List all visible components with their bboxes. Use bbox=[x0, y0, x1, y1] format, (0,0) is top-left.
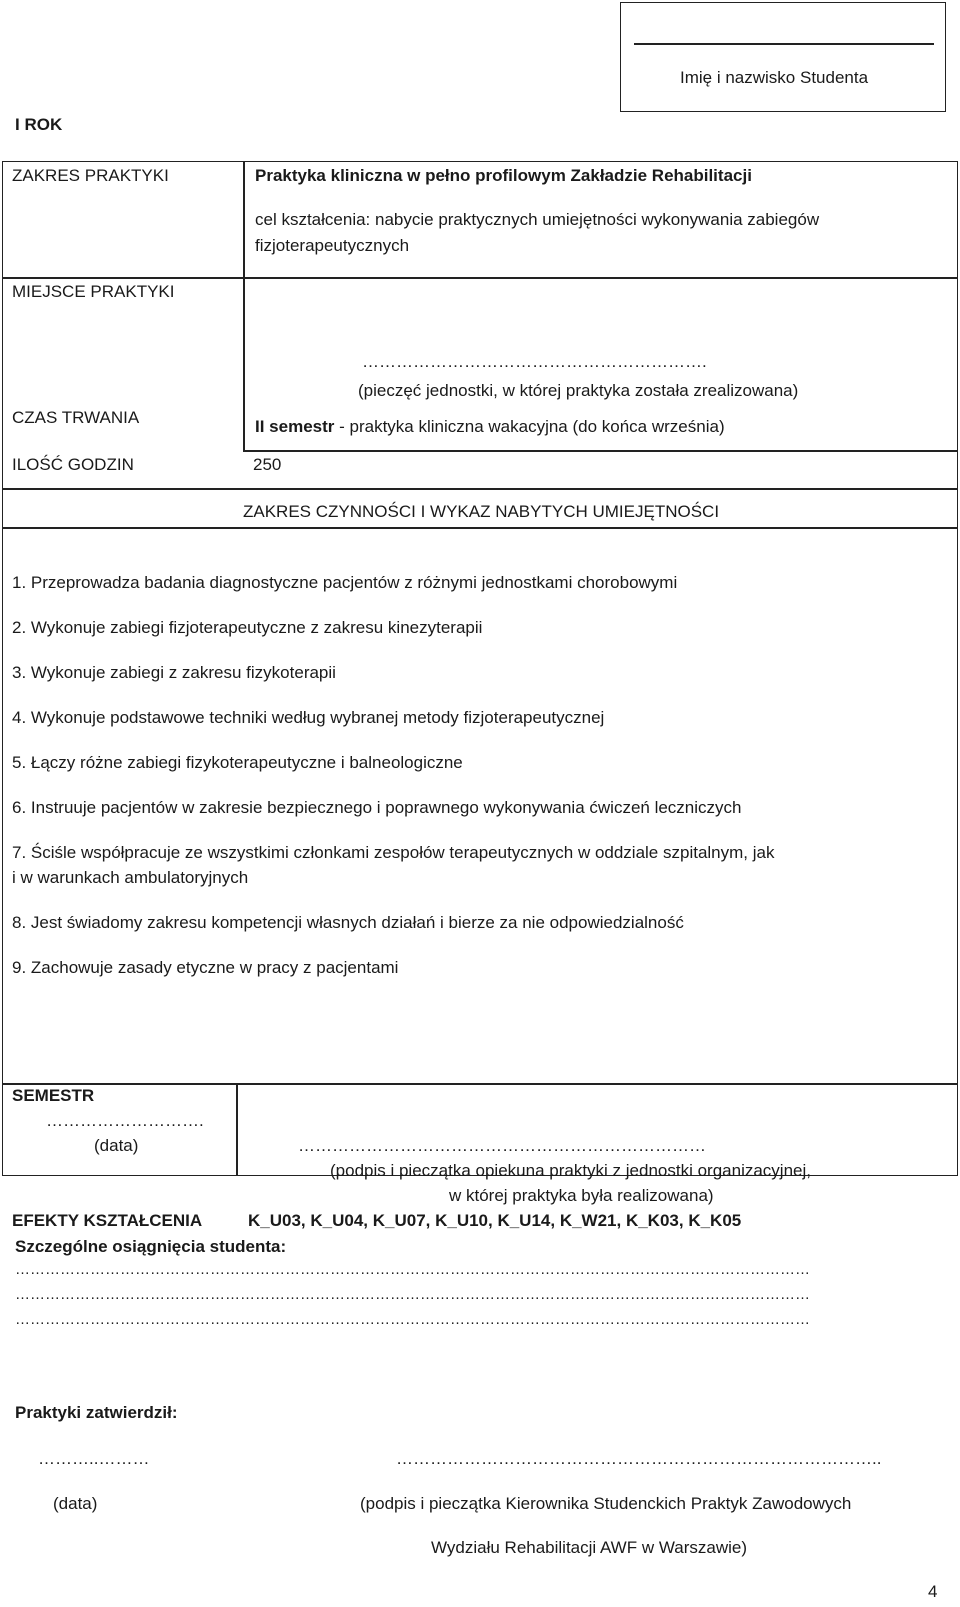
tutor-sign-caption-1: (podpis i pieczątka opiekuna praktyki z jednostki organizacyjnej, bbox=[330, 1161, 811, 1180]
tutor-sign-caption-2: w której praktyka była realizowana) bbox=[449, 1186, 714, 1205]
semestr-date-label: (data) bbox=[94, 1136, 139, 1155]
semester-table-top bbox=[2, 1083, 958, 1085]
approval-date-dots: ………..……… bbox=[38, 1449, 150, 1468]
semestr-dots: ………………………. bbox=[46, 1111, 204, 1130]
cel-line-1: cel kształcenia: nabycie praktycznych umiejętności wykonywania zabiegów bbox=[255, 210, 820, 229]
efekty-label: EFEKTY KSZTAŁCENIA bbox=[12, 1211, 203, 1230]
approval-date-caption: (data) bbox=[53, 1494, 98, 1513]
skills-header: ZAKRES CZYNNOŚCI I WYKAZ NABYTYCH UMIEJĘTNOŚCI bbox=[243, 502, 720, 521]
zakres-title: Praktyka kliniczna w pełno profilowym Zakładzie Rehabilitacji bbox=[255, 166, 752, 185]
cel-line-2: fizjoterapeutycznych bbox=[255, 236, 410, 255]
approval-label: Praktyki zatwierdził: bbox=[15, 1403, 178, 1422]
skill-item-4: 4. Wykonuje podstawowe techniki według wybranej metody fizjoterapeutycznej bbox=[12, 708, 605, 727]
achievements-line-2: …………………………………………………………………………………………………………………………………………… bbox=[15, 1286, 810, 1303]
year-label: I ROK bbox=[15, 115, 63, 134]
stamp-dots: ……………………………………………………. bbox=[362, 352, 707, 371]
skill-item-9: 9. Zachowuje zasady etyczne w pracy z pacjentami bbox=[12, 958, 399, 977]
student-name-signature-line bbox=[634, 43, 934, 45]
info-table-row-divider-2 bbox=[243, 450, 958, 452]
achievements-label: Szczególne osiągnięcia studenta: bbox=[15, 1237, 287, 1256]
godzin-label: ILOŚĆ GODZIN bbox=[12, 455, 134, 474]
efekty-value: K_U03, K_U04, K_U07, K_U10, K_U14, K_W21, K_K03, K_K05 bbox=[248, 1211, 742, 1230]
info-table-col-divider bbox=[243, 161, 245, 451]
semester-table-col-divider bbox=[236, 1083, 238, 1176]
skill-item-8: 8. Jest świadomy zakresu kompetencji własnych działań i bierze za nie odpowiedzialność bbox=[12, 913, 684, 932]
achievements-line-3: …………………………………………………………………………………………………………………………………………… bbox=[15, 1311, 810, 1328]
page-number: 4 bbox=[928, 1582, 938, 1601]
skill-item-3: 3. Wykonuje zabiegi z zakresu fizykoterapii bbox=[12, 663, 336, 682]
skill-item-7: 7. Ściśle współpracuje ze wszystkimi członkami zespołów terapeutycznych w oddziale szpitalnym, jak bbox=[12, 843, 775, 862]
student-name-box bbox=[620, 2, 946, 112]
czas-value-rest: - praktyka kliniczna wakacyjna (do końca września) bbox=[334, 417, 725, 436]
czas-label: CZAS TRWANIA bbox=[12, 408, 140, 427]
zakres-label: ZAKRES PRAKTYKI bbox=[12, 166, 169, 185]
stamp-caption: (pieczęć jednostki, w której praktyka została zrealizowana) bbox=[358, 381, 799, 400]
skill-item-2: 2. Wykonuje zabiegi fizjoterapeutyczne z zakresu kinezyterapii bbox=[12, 618, 483, 637]
czas-value-bold: II semestr bbox=[255, 417, 335, 436]
skill-item-1: 1. Przeprowadza badania diagnostyczne pacjentów z różnymi jednostkami chorobowymi bbox=[12, 573, 678, 592]
student-name-label: Imię i nazwisko Studenta bbox=[680, 68, 869, 87]
approval-sign-caption-2: Wydziału Rehabilitacji AWF w Warszawie) bbox=[431, 1538, 747, 1557]
semestr-label: SEMESTR bbox=[12, 1086, 95, 1105]
approval-sign-dots: ………………………………………………………………………….. bbox=[396, 1449, 882, 1468]
skill-item-6: 6. Instruuje pacjentów w zakresie bezpiecznego i poprawnego wykonywania ćwiczeń leczniczych bbox=[12, 798, 742, 817]
info-table-row-divider-1 bbox=[2, 277, 958, 279]
skill-item-5: 5. Łączy różne zabiegi fizykoterapeutyczne i balneologiczne bbox=[12, 753, 463, 772]
skill-item-7-cont: i w warunkach ambulatoryjnych bbox=[12, 868, 249, 887]
info-table-row-divider-3 bbox=[2, 488, 958, 490]
miejsce-label: MIEJSCE PRAKTYKI bbox=[12, 282, 175, 301]
czas-value bbox=[255, 417, 725, 437]
info-table-row-divider-4 bbox=[2, 527, 958, 529]
godzin-value: 250 bbox=[253, 455, 282, 474]
tutor-sign-dots: ……………………………………………………………… bbox=[298, 1136, 706, 1155]
approval-sign-caption-1: (podpis i pieczątka Kierownika Studenckich Praktyk Zawodowych bbox=[360, 1494, 852, 1513]
achievements-line-1: …………………………………………………………………………………………………………………………………………… bbox=[15, 1261, 810, 1278]
